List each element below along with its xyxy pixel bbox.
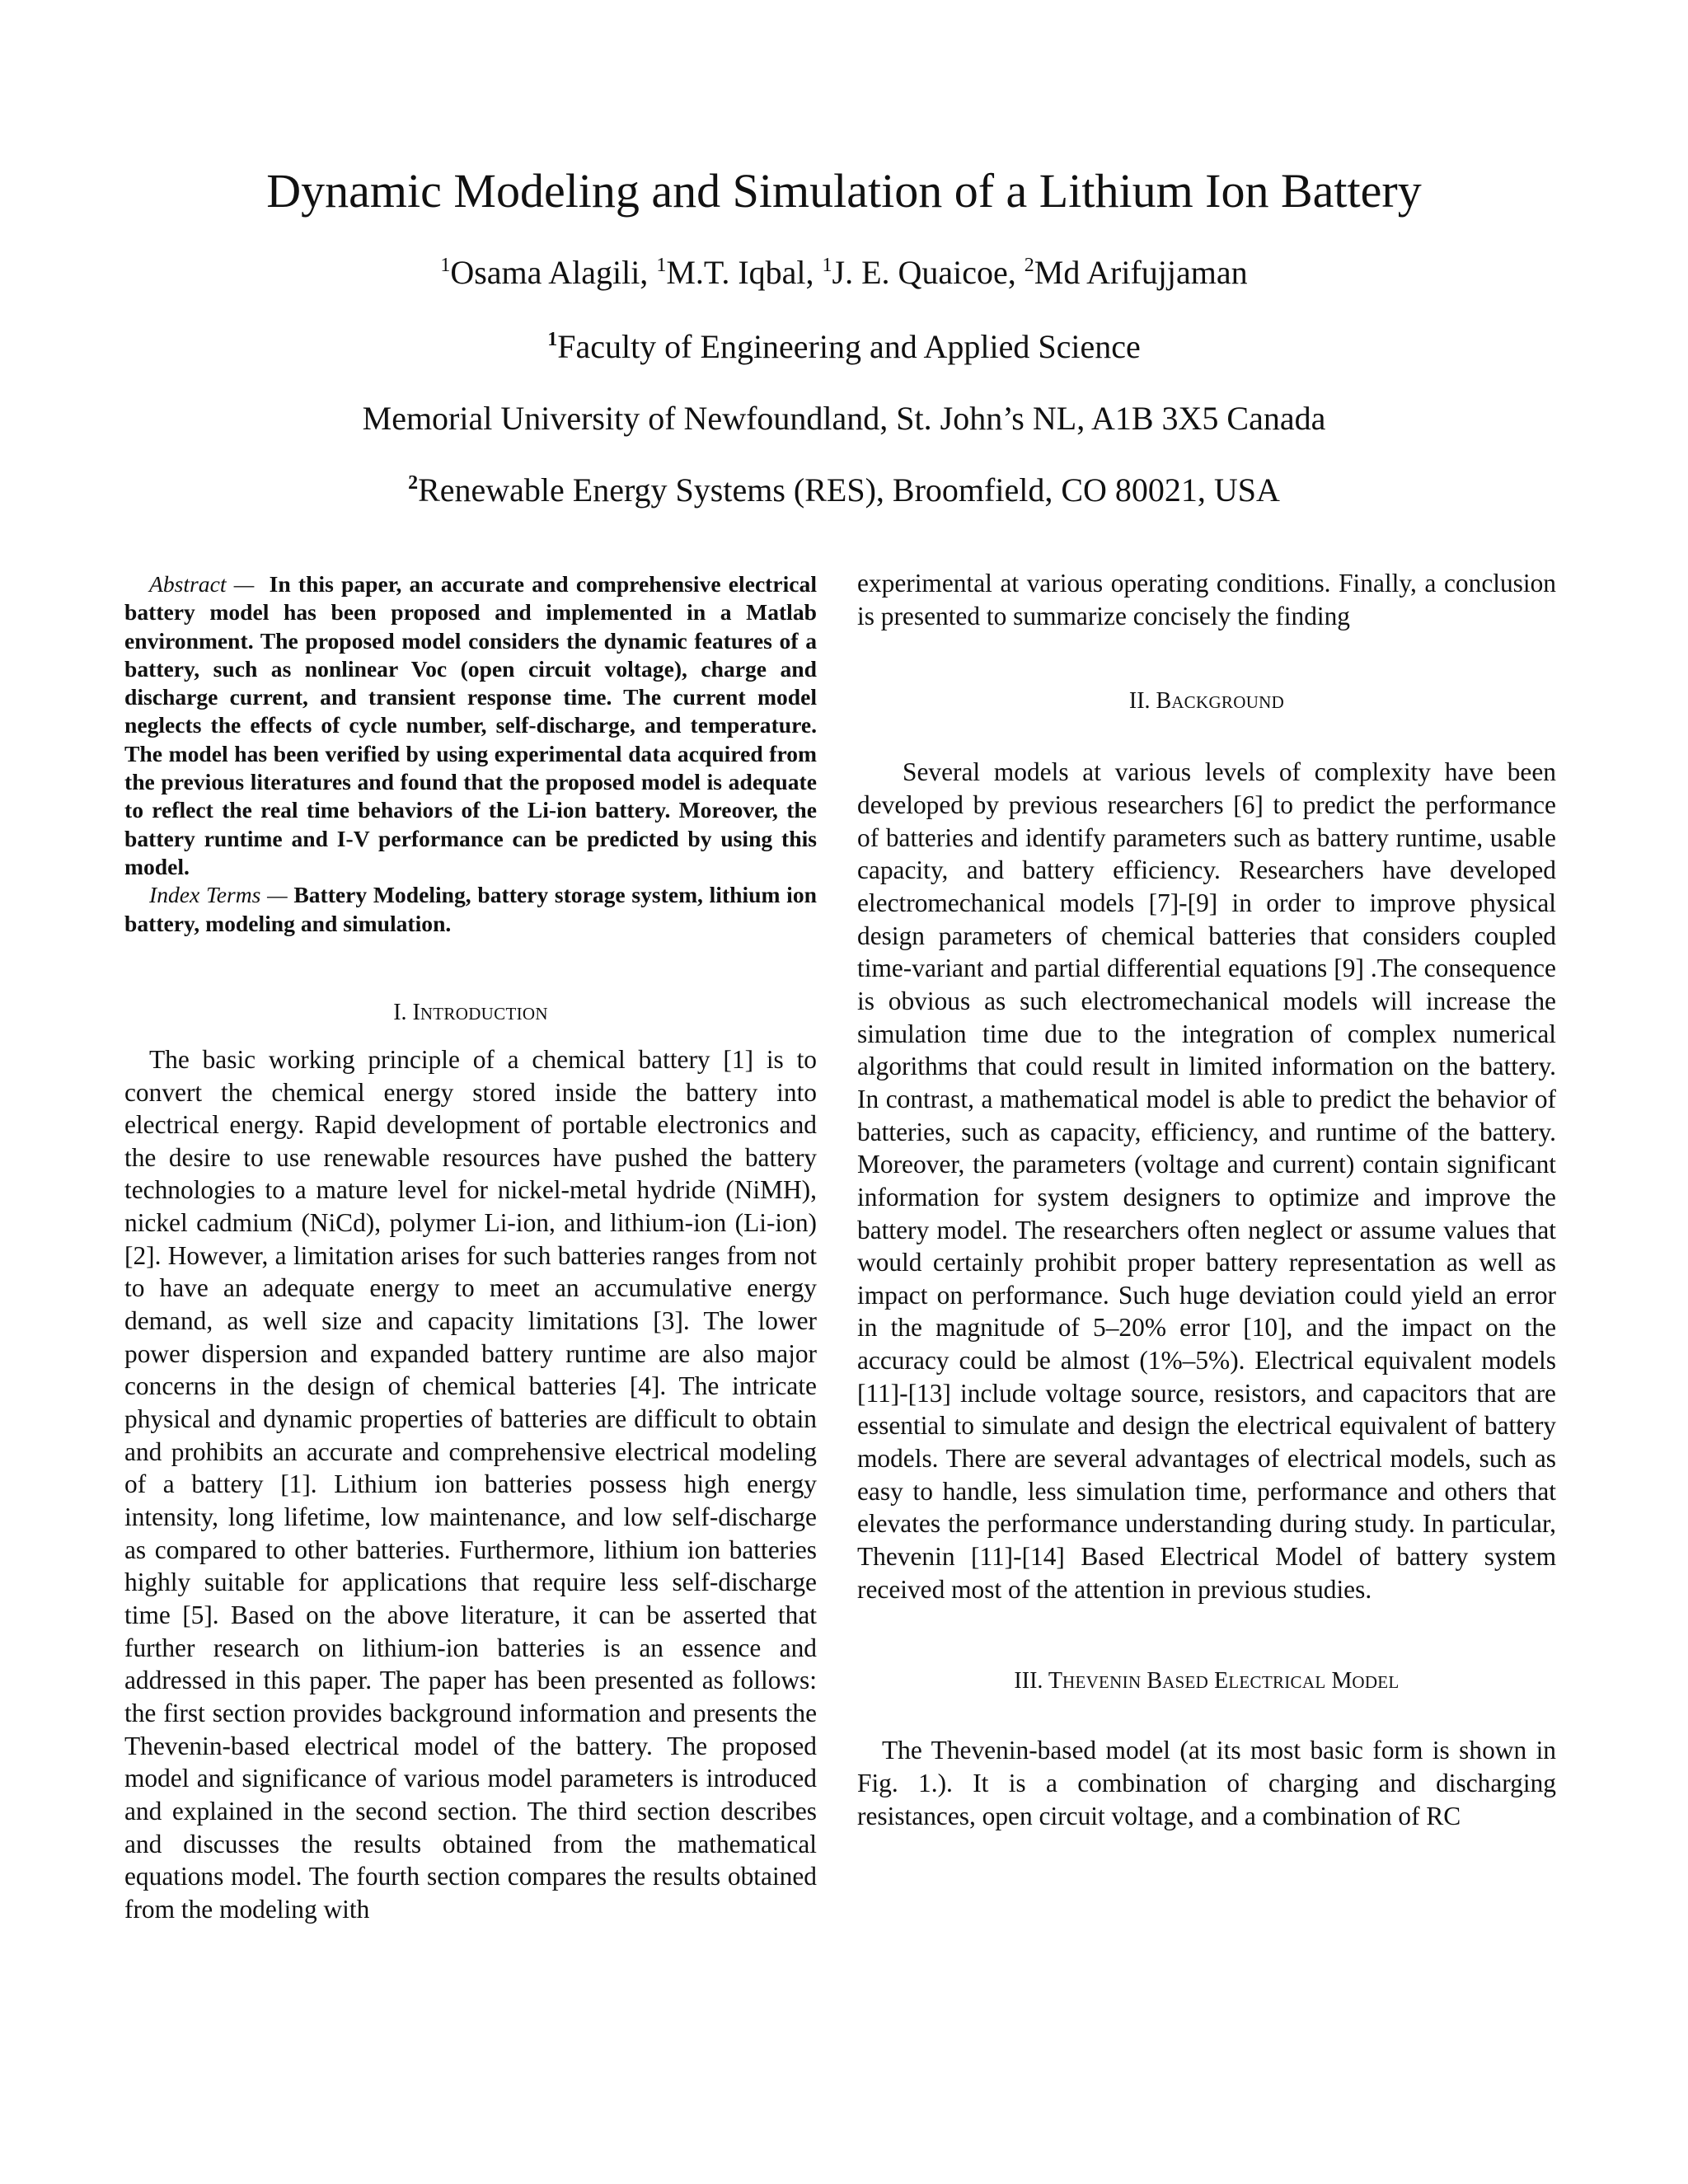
affiliation-2-name: Renewable Energy Systems (RES), Broomfield, CO 80021, USA (418, 471, 1280, 509)
author-3-affiliation-mark: 1 (822, 255, 832, 276)
abstract (124, 570, 817, 881)
paper-title: Dynamic Modeling and Simulation of a Lithium Ion Battery (266, 164, 1422, 218)
background-heading-title: ACKGROUND (1171, 692, 1285, 713)
author-4-name: Md Arifujjaman (1034, 254, 1248, 291)
thevenin-heading-numeral: III. T (1014, 1668, 1062, 1694)
introduction-heading-numeral: I. I (393, 999, 420, 1025)
background-heading-numeral: II. B (1128, 688, 1172, 715)
background-paragraph: Several models at various levels of complexity have been developed by previous researchers [6] to predict the performance of batteries and identify parameters such as battery runtime, usable capacity, and battery efficiency. Researchers have developed electromechanical models [7]-[9] in order to improve physical design parameters of chemical batteries that considers coupled time-variant and partial differential equations [9] .The consequence is obvious as such electromechanical models will increase the simulation time due to the integration of complex numerical algorithms that could result in limited information on the battery. In contrast, a mathematical model is able to predict the behavior of batteries, such as capacity, efficiency, and runtime of the battery. Moreover, the parameters (voltage and current) contain significant information for system designers to optimize and improve the battery model. The researchers often neglect or assume values that would certainly prohibit proper battery representation as well as impact on performance. Such huge deviation could yield an error in the magnitude of 5–20% error [10], and the impact on the accuracy could be almost (1%–5%). Electrical equivalent models [11]-[13] include voltage source, resistors, and capacitors that are essential to simulate and design the electrical equivalent of battery models. There are several advantages of electrical models, such as easy to handle, less simulation time, performance and others that elevates the performance understanding during study. In particular, Thevenin [11]-[14] Based Electrical Model of battery system received most of the attention in previous studies. (857, 757, 1556, 1604)
author-4-affiliation-mark: 2 (1024, 255, 1034, 276)
author-1-affiliation-mark: 1 (440, 255, 451, 276)
affiliation-1-mark: 1 (547, 329, 558, 350)
thevenin-heading-part-1: HEVENIN (1062, 1672, 1142, 1693)
left-column (124, 567, 817, 1926)
introduction-paragraph: The basic working principle of a chemical battery [1] is to convert the chemical energy stored inside the battery into electrical energy. Rapid development of portable electronics and the desire to use renewable resources have pushed the battery technologies to a mature level for nickel-metal hydride (NiMH), nickel cadmium (NiCd), polymer Li-ion, and lithium-ion (Li-ion) [2]. However, a limitation arises for such batteries ranges from not to have an adequate energy to meet an accumulative energy demand, as well size and capacity limitations [3]. The lower power dispersion and expanded battery runtime are also major concerns in the design of chemical batteries [4]. The intricate physical and dynamic properties of batteries are difficult to obtain and prohibits an accurate and comprehensive electrical modeling of a battery [1]. Lithium ion batteries possess high energy intensity, long lifetime, low maintenance, and low self-discharge as compared to other batteries. Furthermore, lithium ion batteries highly suitable for applications that require less self-discharge time [5]. Based on the above literature, it can be asserted that further research on lithium-ion batteries is an essence and addressed in this paper. The paper has been presented as follows: the first section provides background information and presents the Thevenin-based electrical model of the battery. The proposed model and significance of various model parameters is introduced and explained in the second section. The third section describes and discusses the results obtained from the mathematical equations model. The fourth section compares the results obtained from the modeling with (124, 1044, 817, 1924)
thevenin-heading-part-6: M (1325, 1668, 1353, 1694)
affiliation-2 (0, 470, 1688, 511)
author-2-affiliation-mark: 1 (656, 255, 667, 276)
index-terms-label: Index Terms — (149, 882, 288, 908)
index-terms (124, 881, 817, 938)
index-terms-text: Battery Modeling, battery storage system, lithium ion battery, modeling and simulation. (124, 882, 817, 936)
section-heading-thevenin-model (857, 1666, 1556, 1697)
thevenin-paragraph: The Thevenin-based model (at its most basic form is shown in Fig. 1.). It is a combination of charging and discharging resistances, open circuit voltage, and a combination of RC (857, 1736, 1556, 1830)
author-2-name: M.T. Iqbal, (666, 254, 814, 291)
thevenin-heading-part-2: B (1141, 1668, 1163, 1694)
thevenin-heading-part-4: E (1208, 1668, 1229, 1694)
affiliation-1-address: Memorial University of Newfoundland, St. John’s NL, A1B 3X5 Canada (362, 400, 1326, 437)
section-heading-background (857, 687, 1556, 717)
affiliation-2-mark: 2 (408, 472, 419, 494)
section-heading-introduction (124, 998, 817, 1029)
abstract-label: Abstract — (149, 571, 255, 597)
affiliation-1-name: Faculty of Engineering and Applied Science (557, 328, 1141, 365)
thevenin-heading-part-7: ODEL (1352, 1672, 1400, 1693)
thevenin-heading-part-3: ASED (1162, 1672, 1209, 1693)
author-3-name: J. E. Quaicoe, (832, 254, 1016, 291)
introduction-heading-title: NTRODUCTION (420, 1003, 548, 1024)
abstract-text: In this paper, an accurate and comprehensive electrical battery model has been proposed and implemented in a Matlab environment. The proposed model considers the dynamic features of a battery, such as nonlinear Voc (open circuit voltage), charge and discharge current, and transient response time. The current model neglects the effects of cycle number, self-discharge, and temperature. The model has been verified by using experimental data acquired from the previous literatures and found that the proposed model is adequate to reflect the real time behaviors of the Li-ion battery. Moreover, the battery runtime and I-V performance can be predicted by using this model. (124, 571, 817, 879)
author-list (0, 252, 1688, 293)
thevenin-heading-part-5: LECTRICAL (1228, 1672, 1326, 1693)
author-1-name: Osama Alagili, (450, 254, 649, 291)
introduction-paragraph-continued: experimental at various operating conditions. Finally, a conclusion is presented to summarize concisely the finding (857, 569, 1556, 630)
affiliation-1 (0, 326, 1688, 368)
right-column (857, 567, 1556, 1832)
